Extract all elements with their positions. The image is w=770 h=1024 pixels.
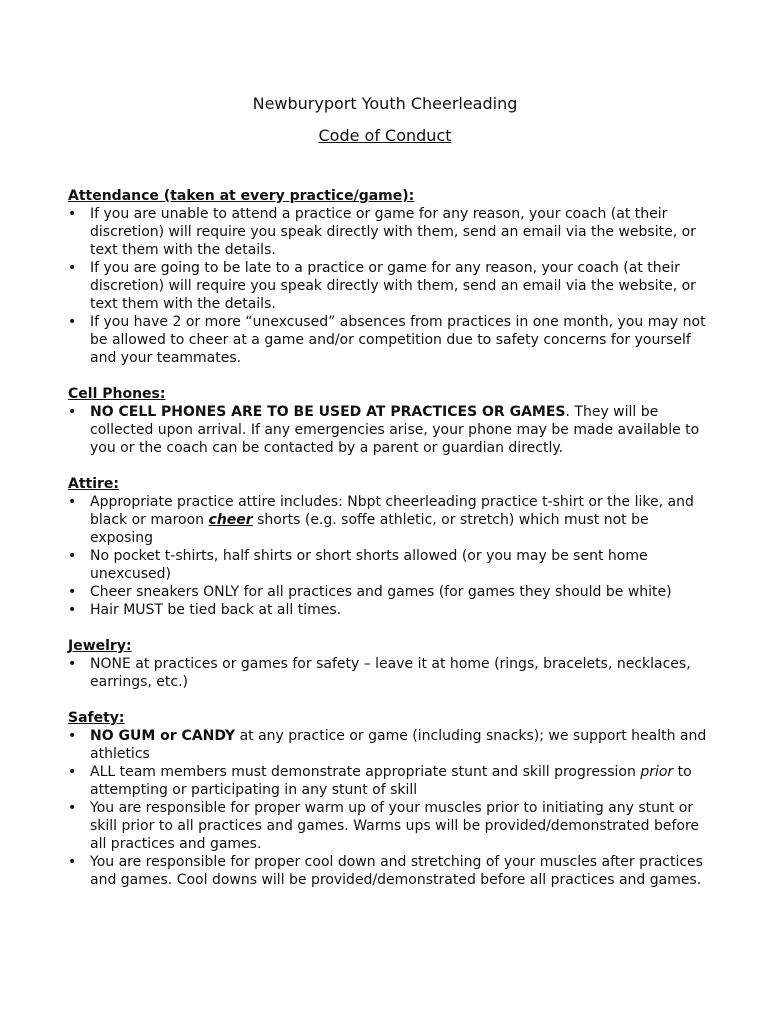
section-heading-attire: Attire: <box>68 476 120 492</box>
attire-list <box>68 493 708 619</box>
list-item: • If you have 2 or more “unexcused” absences from practices in one month, you may not be allowed to cheer at a game and/or competition due to safety concerns for yourself and your teammates. <box>68 313 708 367</box>
document-body <box>68 187 708 907</box>
section-heading-cell-phones: Cell Phones: <box>68 386 166 402</box>
section-jewelry <box>68 637 708 691</box>
attendance-list <box>68 205 708 367</box>
section-cell-phones <box>68 385 708 457</box>
list-item <box>68 763 708 799</box>
subtitle-text: Code of Conduct <box>318 126 452 145</box>
list-item: • No pocket t-shirts, half shirts or short shorts allowed (or you may be sent home unexcused) <box>68 547 708 583</box>
item-text: Appropriate practice attire includes: Nbpt cheerleading practice t-shirt or the like, and black or maroon <box>90 494 694 528</box>
list-item: • Cheer sneakers ONLY for all practices and games (for games they should be white) <box>68 583 708 601</box>
section-attire <box>68 475 708 619</box>
list-item: • You are responsible for proper cool down and stretching of your muscles after practices and games. Cool downs will be provided/demonstrated before all practices and games. <box>68 853 708 889</box>
bold-text: NO CELL PHONES ARE TO BE USED AT PRACTICES OR GAMES <box>90 404 566 420</box>
item-text: ALL team members must demonstrate appropriate stunt and skill progression <box>90 764 641 780</box>
item-text: to attempting or participating in any stunt of skill <box>90 764 692 798</box>
section-attendance <box>68 187 708 367</box>
section-heading-attendance: Attendance (taken at every practice/game): <box>68 188 415 204</box>
list-item <box>68 727 708 763</box>
list-item: • If you are unable to attend a practice or game for any reason, your coach (at their discretion) will require you speak directly with them, send an email via the website, or text them with the details. <box>68 205 708 259</box>
item-text: . They will be collected upon arrival. If any emergencies arise, your phone may be made available to you or the coach can be contacted by a parent or guardian directly. <box>90 404 700 456</box>
section-heading-jewelry: Jewelry: <box>68 638 132 654</box>
jewelry-list <box>68 655 708 691</box>
emphasized-text: cheer <box>208 512 253 528</box>
section-safety <box>68 709 708 889</box>
italic-text: prior <box>640 764 674 780</box>
document-title: Newburyport Youth Cheerleading <box>252 94 518 113</box>
list-item: • Hair MUST be tied back at all times. <box>68 601 708 619</box>
document-subtitle <box>0 126 770 145</box>
list-item <box>68 493 708 547</box>
item-text: shorts (e.g. soffe athletic, or stretch) which must not be exposing <box>90 512 649 546</box>
list-item: • If you are going to be late to a practice or game for any reason, your coach (at their discretion) will require you speak directly with them, send an email via the website, or text them with the details. <box>68 259 708 313</box>
list-item: • NONE at practices or games for safety – leave it at home (rings, bracelets, necklaces, earrings, etc.) <box>68 655 708 691</box>
bold-text: NO GUM or CANDY <box>90 728 236 744</box>
section-heading-safety: Safety: <box>68 710 125 726</box>
item-text: at any practice or game (including snacks); we support health and athletics <box>90 728 707 762</box>
list-item <box>68 403 708 457</box>
cell-phones-list <box>68 403 708 457</box>
list-item: • You are responsible for proper warm up of your muscles prior to initiating any stunt or skill prior to all practices and games. Warms ups will be provided/demonstrated before all practices and games. <box>68 799 708 853</box>
safety-list <box>68 727 708 889</box>
